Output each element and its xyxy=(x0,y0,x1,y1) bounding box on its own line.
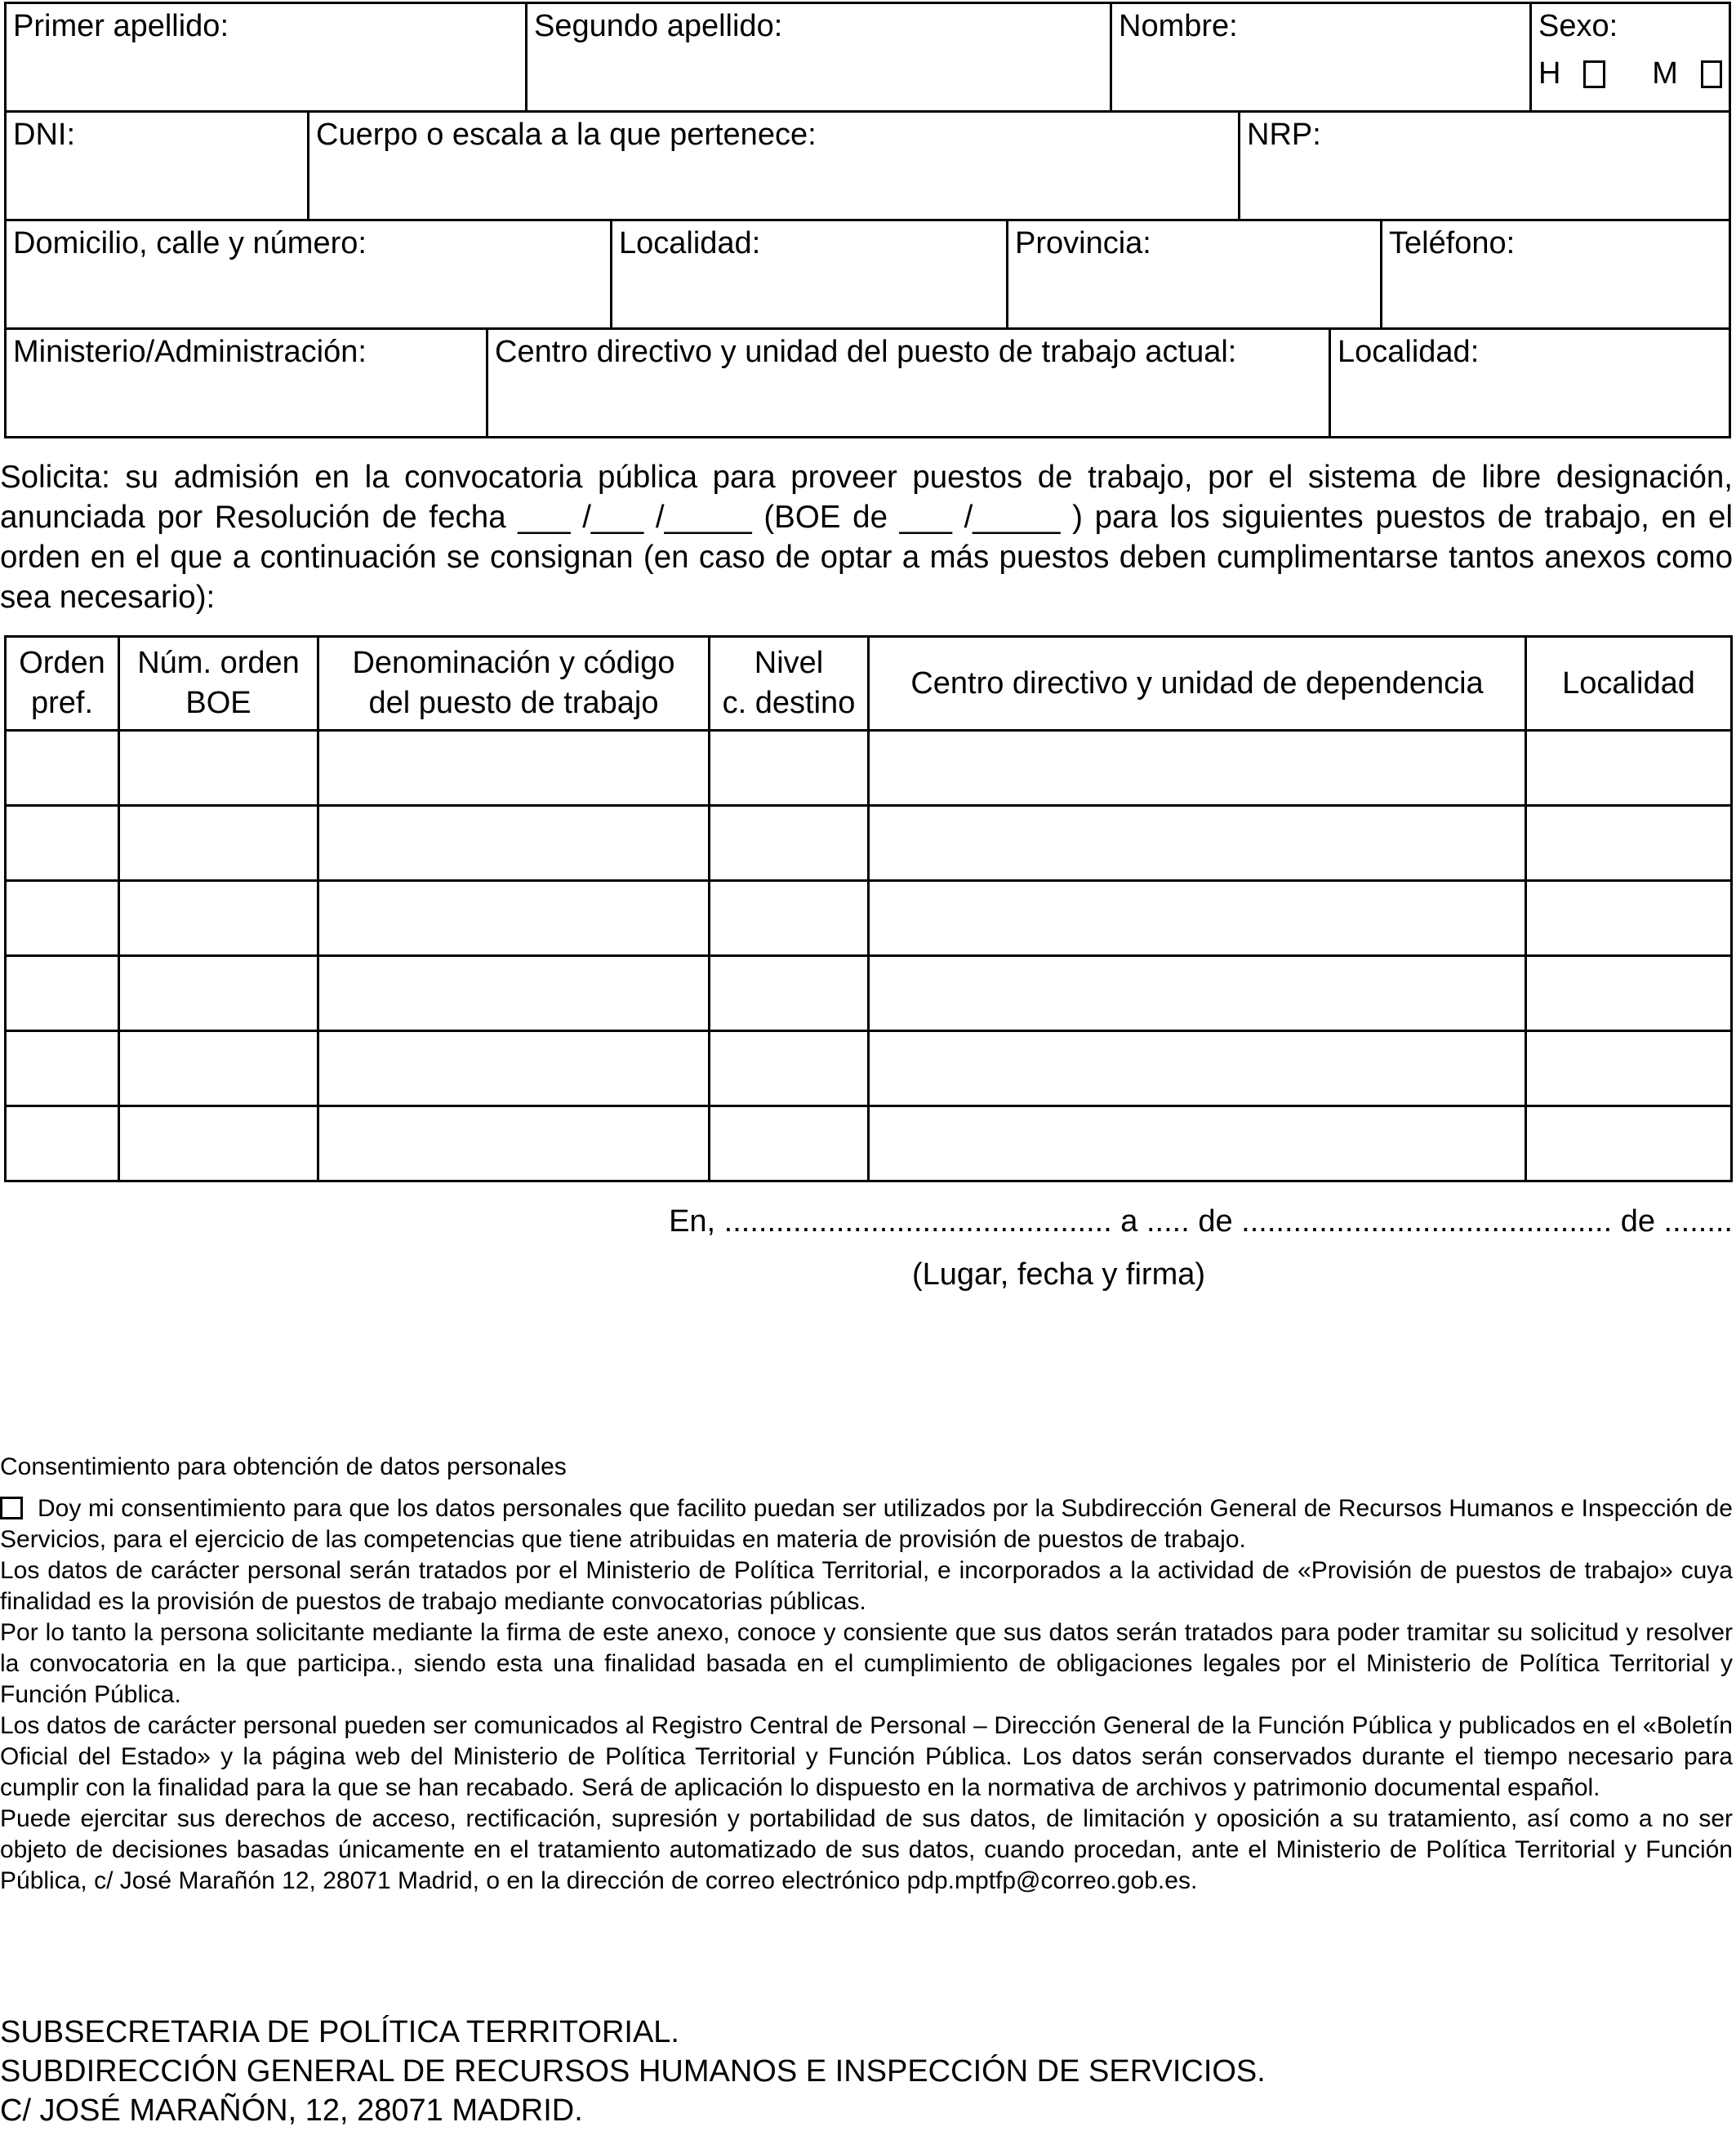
table-cell[interactable] xyxy=(318,1031,710,1106)
consent-paragraph xyxy=(0,1493,1733,1555)
table-cell[interactable] xyxy=(318,806,710,881)
table-cell[interactable] xyxy=(710,1106,869,1181)
id-row-table xyxy=(4,110,1731,221)
table-cell[interactable] xyxy=(1526,806,1732,881)
puestos-table xyxy=(4,635,1733,1182)
table-cell[interactable] xyxy=(6,1106,119,1181)
domicilio-field[interactable] xyxy=(6,220,612,329)
table-cell[interactable] xyxy=(318,731,710,806)
sexo-field xyxy=(1531,3,1730,112)
puestos-header-row xyxy=(6,637,1732,731)
centro-directivo-label: Centro directivo y unidad del puesto de trabajo actual: xyxy=(495,335,1237,369)
table-cell[interactable] xyxy=(6,806,119,881)
work-row-table xyxy=(4,327,1731,438)
table-cell[interactable] xyxy=(119,881,318,956)
col-denominacion: Denominación y código del puesto de trabajo xyxy=(318,637,710,731)
row-address xyxy=(6,220,1730,329)
telefono-label: Teléfono: xyxy=(1389,226,1516,260)
table-cell[interactable] xyxy=(6,1031,119,1106)
solicita-paragraph: Solicita: su admisión en la convocatoria pública para proveer puestos de trabajo, por el sistema de libre designación, anunciada por Resolución de fecha ___ /___ /_____ (BOE de ___ /_____ ) para los siguientes puestos de trabajo, en el orden en el que a continuación se consignan (en caso de optar a más puestos deben cumplimentarse tantos anexos como sea necesario): xyxy=(0,460,1733,615)
privacy-text xyxy=(0,1493,1733,1897)
centro-directivo-field[interactable] xyxy=(487,329,1330,438)
table-row xyxy=(6,881,1732,956)
cuerpo-field[interactable] xyxy=(309,112,1240,220)
provincia-field[interactable] xyxy=(1008,220,1382,329)
table-cell[interactable] xyxy=(6,731,119,806)
dni-label: DNI: xyxy=(13,118,75,152)
table-cell[interactable] xyxy=(119,956,318,1031)
table-cell[interactable] xyxy=(119,806,318,881)
address-row-table xyxy=(4,219,1731,330)
sexo-m-checkbox[interactable] xyxy=(1701,60,1722,88)
table-cell[interactable] xyxy=(318,1106,710,1181)
col-orden-pref: Orden pref. xyxy=(6,637,119,731)
table-cell[interactable] xyxy=(710,806,869,881)
dni-field[interactable] xyxy=(6,112,309,220)
consent-text: Doy mi consentimiento para que los datos personales que facilito puedan ser utilizados por la Subdirección General de Recursos Humanos e Inspección de Servicios, para el ejercicio de las competencias que tiene atribuidas en materia de provisión de puestos de trabajo. xyxy=(0,1495,1733,1553)
ministerio-field[interactable] xyxy=(6,329,487,438)
col-num-orden-boe: Núm. orden BOE xyxy=(119,637,318,731)
footer-address xyxy=(0,2013,1266,2130)
row-work xyxy=(6,329,1730,438)
table-cell[interactable] xyxy=(710,956,869,1031)
table-cell[interactable] xyxy=(1526,1031,1732,1106)
sexo-label: Sexo: xyxy=(1538,9,1618,43)
table-cell[interactable] xyxy=(1526,731,1732,806)
table-cell[interactable] xyxy=(119,1106,318,1181)
table-cell[interactable] xyxy=(869,956,1526,1031)
table-cell[interactable] xyxy=(869,806,1526,881)
privacy-paragraph-3: Por lo tanto la persona solicitante mediante la firma de este anexo, conoce y consiente que sus datos serán tratados para poder tramitar su solicitud y resolver la convocatoria en la que participa., siendo esta una finalidad basada en el cumplimiento de obligaciones legales por el Ministerio de Política Territorial y Función Pública. xyxy=(0,1619,1733,1708)
privacy-paragraph-5: Puede ejercitar sus derechos de acceso, rectificación, supresión y portabilidad de sus datos, de limitación y oposición a su tratamiento, así como a no ser objeto de decisiones basadas únicamente en el tratamiento automatizado de sus datos, cuando procedan, ante el Ministerio de Política Territorial y Función Pública, c/ José Marañón 12, 28071 Madrid, o en la dirección de correo electrónico pdp.mptfp@correo.gob.es. xyxy=(0,1805,1733,1894)
nrp-field[interactable] xyxy=(1240,112,1730,220)
domicilio-label: Domicilio, calle y número: xyxy=(13,226,367,260)
table-cell[interactable] xyxy=(869,1106,1526,1181)
table-cell[interactable] xyxy=(318,881,710,956)
table-cell[interactable] xyxy=(710,731,869,806)
table-cell[interactable] xyxy=(119,1031,318,1106)
row-id xyxy=(6,112,1730,220)
nrp-label: NRP: xyxy=(1247,118,1321,152)
col-centro-directivo: Centro directivo y unidad de dependencia xyxy=(869,637,1526,731)
table-cell[interactable] xyxy=(1526,956,1732,1031)
table-row xyxy=(6,1031,1732,1106)
localidad-trabajo-label: Localidad: xyxy=(1338,335,1480,369)
sexo-h-label: H xyxy=(1538,56,1561,91)
table-cell[interactable] xyxy=(869,731,1526,806)
telefono-field[interactable] xyxy=(1382,220,1730,329)
table-cell[interactable] xyxy=(869,881,1526,956)
table-cell[interactable] xyxy=(119,731,318,806)
ministerio-label: Ministerio/Administración: xyxy=(13,335,367,369)
table-row xyxy=(6,1106,1732,1181)
col-localidad: Localidad xyxy=(1526,637,1732,731)
cuerpo-label: Cuerpo o escala a la que pertenece: xyxy=(316,118,817,152)
primer-apellido-field[interactable] xyxy=(6,3,527,112)
firma-caption: (Lugar, fecha y firma) xyxy=(912,1257,1206,1292)
consent-checkbox[interactable] xyxy=(0,1497,23,1519)
table-cell[interactable] xyxy=(1526,1106,1732,1181)
table-cell[interactable] xyxy=(869,1031,1526,1106)
table-row xyxy=(6,956,1732,1031)
table-cell[interactable] xyxy=(1526,881,1732,956)
segundo-apellido-label: Segundo apellido: xyxy=(534,9,783,43)
footer-line-1: SUBSECRETARIA DE POLÍTICA TERRITORIAL. xyxy=(0,2015,679,2049)
privacy-paragraph-4: Los datos de carácter personal pueden ser comunicados al Registro Central de Personal – Dirección General de la Función Pública y publicados en el «Boletín Oficial del Estado» y la página web del Ministerio de Política Territorial y Función Pública. Los datos serán conservados durante el tiempo necesario para cumplir con la finalidad para la que se han recabado. Será de aplicación lo dispuesto en la normativa de archivos y patrimonio documental español. xyxy=(0,1712,1733,1801)
sexo-h-checkbox[interactable] xyxy=(1583,60,1605,88)
nombre-label: Nombre: xyxy=(1119,9,1238,43)
localidad-trabajo-field[interactable] xyxy=(1330,329,1730,438)
provincia-label: Provincia: xyxy=(1015,226,1151,260)
table-cell[interactable] xyxy=(710,1031,869,1106)
col-nivel: Nivel c. destino xyxy=(710,637,869,731)
table-cell[interactable] xyxy=(6,956,119,1031)
privacy-paragraph-2: Los datos de carácter personal serán tratados por el Ministerio de Política Territorial, e incorporados a la actividad de «Provisión de puestos de trabajo» cuya finalidad es la provisión de puestos de trabajo mediante convocatorias públicas. xyxy=(0,1557,1733,1615)
localidad-field[interactable] xyxy=(612,220,1008,329)
footer-line-2: SUBDIRECCIÓN GENERAL DE RECURSOS HUMANOS E INSPECCIÓN DE SERVICIOS. xyxy=(0,2054,1266,2089)
segundo-apellido-field[interactable] xyxy=(527,3,1111,112)
sexo-m-label: M xyxy=(1652,56,1678,91)
personal-data-table xyxy=(4,2,1731,113)
table-cell[interactable] xyxy=(318,956,710,1031)
table-cell[interactable] xyxy=(710,881,869,956)
footer-line-3: C/ JOSÉ MARAÑÓN, 12, 28071 MADRID. xyxy=(0,2093,583,2128)
localidad-label: Localidad: xyxy=(619,226,761,260)
sexo-options xyxy=(1538,56,1722,92)
table-cell[interactable] xyxy=(6,881,119,956)
table-row xyxy=(6,731,1732,806)
consent-title: Consentimiento para obtención de datos personales xyxy=(0,1453,567,1480)
row-names xyxy=(6,3,1730,112)
primer-apellido-label: Primer apellido: xyxy=(13,9,229,43)
lugar-fecha-line: En, ............................................. a ..... de ........................................... de ........ xyxy=(669,1204,1733,1239)
table-row xyxy=(6,806,1732,881)
nombre-field[interactable] xyxy=(1111,3,1531,112)
